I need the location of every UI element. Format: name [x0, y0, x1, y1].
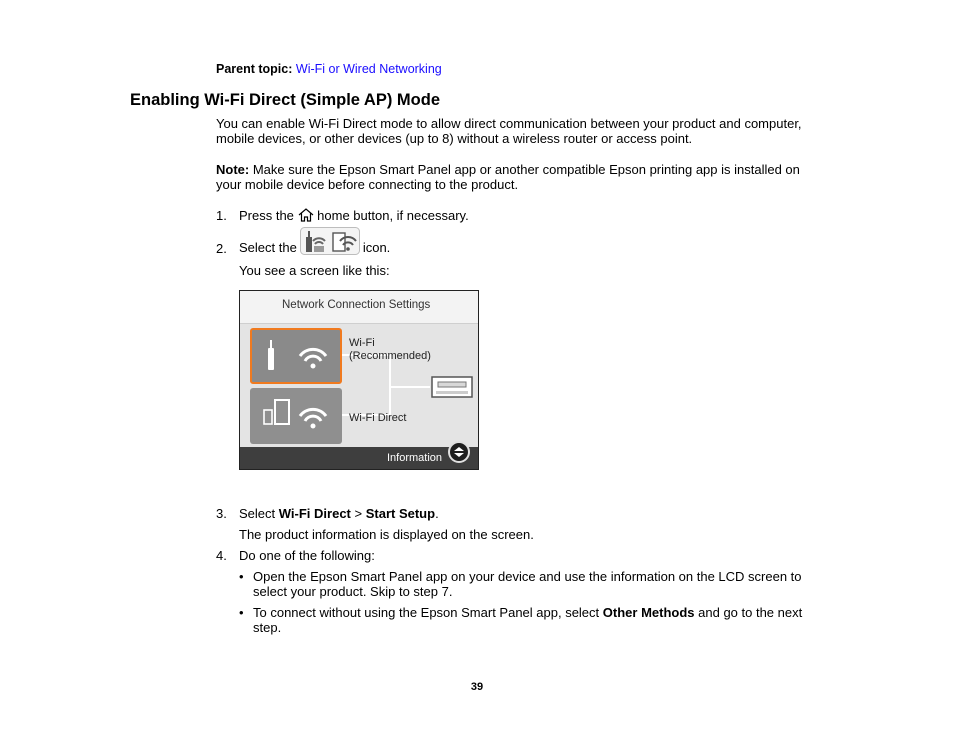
note-paragraph — [216, 162, 816, 192]
note-label: Note: — [216, 162, 250, 177]
wifi-direct-option-label: Wi-Fi Direct — [349, 412, 407, 424]
bullet-2-before: To connect without using the Epson Smart Panel app, select — [253, 605, 600, 620]
information-button[interactable] — [448, 441, 470, 463]
home-icon — [298, 208, 314, 225]
step-1-number: 1. — [216, 208, 227, 223]
wifi-label-line-2: (Recommended) — [349, 350, 431, 362]
step-3-number: 3. — [216, 506, 227, 521]
parent-topic-label: Parent topic: — [216, 62, 293, 76]
bullet-2-mark: • — [239, 605, 244, 620]
note-line-2: your mobile device before connecting to the product. — [216, 177, 519, 192]
step-3-period: . — [435, 506, 439, 521]
bullet-2-after: and go to the next — [698, 605, 803, 620]
step-2 — [239, 228, 814, 258]
parent-topic — [216, 62, 442, 77]
router-wifi-icon — [252, 330, 340, 382]
device-wifi-icon — [250, 388, 342, 444]
bullet-2 — [253, 605, 813, 635]
wifi-direct-option-tile[interactable] — [250, 388, 342, 444]
step-2-before: Select the — [239, 240, 297, 255]
screen-title: Network Connection Settings — [282, 299, 431, 311]
parent-topic-link[interactable]: Wi-Fi or Wired Networking — [295, 62, 442, 76]
note-line-1: Make sure the Epson Smart Panel app or another compatible Epson printing app is installed on — [252, 162, 800, 177]
step-4: Do one of the following: — [239, 548, 375, 563]
step-2-number: 2. — [216, 241, 227, 256]
step-2-sub: You see a screen like this: — [239, 263, 390, 278]
step-3-start-setup: Start Setup — [365, 506, 436, 521]
wifi-option-tile[interactable] — [250, 328, 342, 384]
wifi-label-line-1: Wi-Fi — [349, 337, 375, 349]
intro-line-1: You can enable Wi-Fi Direct mode to allow direct communication between your product and computer, — [216, 116, 802, 131]
scroll-arrows-icon — [450, 443, 468, 461]
step-1-before: Press the — [239, 208, 294, 223]
bullet-2-line-2: step. — [253, 620, 282, 635]
network-settings-icon — [300, 227, 360, 258]
printer-icon — [430, 373, 474, 401]
bullet-1-line-1: Open the Epson Smart Panel app on your device and use the information on the LCD screen to — [253, 569, 802, 584]
step-3-sub: The product information is displayed on the screen. — [239, 527, 534, 542]
step-1-after: home button, if necessary. — [317, 208, 469, 223]
lcd-screen-figure — [239, 290, 479, 470]
step-3 — [239, 506, 814, 521]
bullet-2-other-methods: Other Methods — [602, 605, 695, 620]
intro-line-2: mobile devices, or other devices (up to 8) without a wireless router or access point. — [216, 131, 693, 146]
step-3-before: Select — [239, 506, 276, 521]
step-4-number: 4. — [216, 548, 227, 563]
bullet-1 — [253, 569, 813, 599]
step-3-wifi-direct: Wi-Fi Direct — [278, 506, 351, 521]
page-title: Enabling Wi-Fi Direct (Simple AP) Mode — [130, 91, 441, 109]
bullet-1-line-2: select your product. Skip to step 7. — [253, 584, 453, 599]
intro-paragraph — [216, 116, 816, 146]
screen-bottom-bar — [240, 447, 478, 469]
step-2-after: icon. — [362, 240, 391, 255]
step-1 — [239, 208, 814, 225]
information-label: Information — [386, 452, 442, 464]
bullet-1-mark: • — [239, 569, 244, 584]
wifi-option-label — [349, 337, 431, 363]
step-3-separator: > — [354, 506, 363, 521]
page-number: 39 — [470, 681, 484, 693]
